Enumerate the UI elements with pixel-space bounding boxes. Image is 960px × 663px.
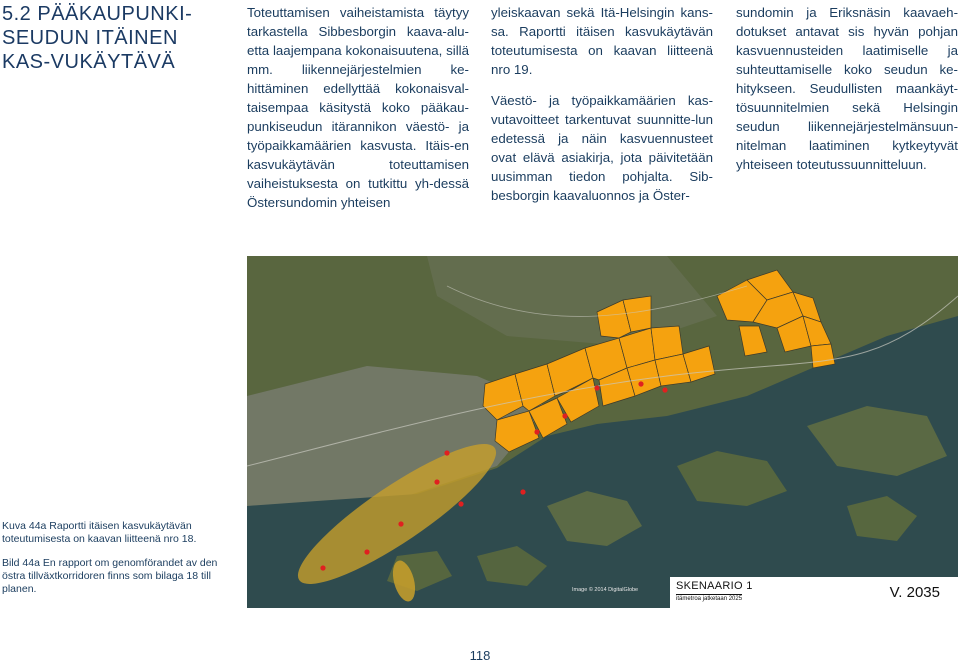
station-marker [662, 387, 667, 392]
legend-title: SKENAARIO 1 [676, 580, 753, 592]
section-heading: 5.2 PÄÄKAUPUNKI-SEUDUN ITÄINEN KAS-VUKÄYTÄVÄ [2, 3, 193, 73]
body-column-2 [491, 3, 713, 217]
body-column-3 [736, 3, 958, 186]
station-marker [520, 489, 525, 494]
body-paragraph: Väestö- ja työpaikkamäärien kas-vutavoitteet tarkentuvat suunnitte-lun edetessä ja näin kasvuennusteet ovat elävä asiakirja, jota päivitetään uusimman tiedon pohjalta. Sib-besborgin kaavaluonnos ja Öster- [491, 93, 713, 203]
body-paragraph: Toteuttamisen vaiheistamista täytyy tarkastella Sibbesborgin kaava-alu-etta laajempana kokonaisuutena, sillä mm. liikennejärjestelmien ke-hittäminen edellyttää kokonaisval-taisempaa käsitystä koko pääkau-punkiseudun itärannikon väestö- ja työpaikkamäärien kasvusta. Itäis-en kasvukäytävän toteuttamisen vaiheistuksesta on tutkittu yh-dessä Östersundomin yhteisen [247, 5, 469, 210]
development-area [811, 344, 835, 368]
body-paragraph: sundomin ja Eriksnäsin kaavaeh-dotukset antavat sis hyvän pohjan kasvuennusteiden laatimiselle ja suhteuttamiselle koko seudun ke-hitykseen. Seudullisten maankäyt-tösuunnitelmien sekä Helsingin seudun liikennejärjestelmänsuun-nitelman laatiminen kytkeytyvät yhteiseen toteutussuunnitteluun. [736, 5, 958, 172]
legend-year: V. 2035 [889, 584, 940, 601]
station-marker [434, 479, 439, 484]
station-marker [458, 501, 463, 506]
station-marker [320, 565, 325, 570]
station-marker [594, 385, 599, 390]
body-column-1 [247, 3, 469, 224]
map-graphic [247, 256, 958, 608]
station-marker [638, 381, 643, 386]
legend-subtitle: itämetroa jatketaan 2025 [676, 596, 743, 602]
station-marker [444, 450, 449, 455]
image-credit: Image © 2014 DigitalGlobe [572, 587, 639, 593]
page-number: 118 [469, 648, 491, 663]
station-marker [364, 549, 369, 554]
station-marker [562, 413, 567, 418]
station-marker [398, 521, 403, 526]
figure-caption-swedish: Bild 44a En rapport om genomförandet av den östra tillväxtkorridoren finns som bilaga 18 till planen. [2, 557, 218, 595]
figure-caption-finnish: Kuva 44a Raportti itäisen kasvukäytävän toteutumisesta on kaavan liitteenä nro 18. [2, 520, 197, 545]
satellite-map [247, 256, 958, 608]
legend-divider [676, 594, 742, 595]
body-paragraph: yleiskaavan sekä Itä-Helsingin kans-sa. Raportti itäisen kasvukäytävän toteutumisesta on kaavan liitteenä nro 19. [491, 5, 713, 77]
map-legend [670, 577, 958, 608]
station-marker [534, 429, 539, 434]
